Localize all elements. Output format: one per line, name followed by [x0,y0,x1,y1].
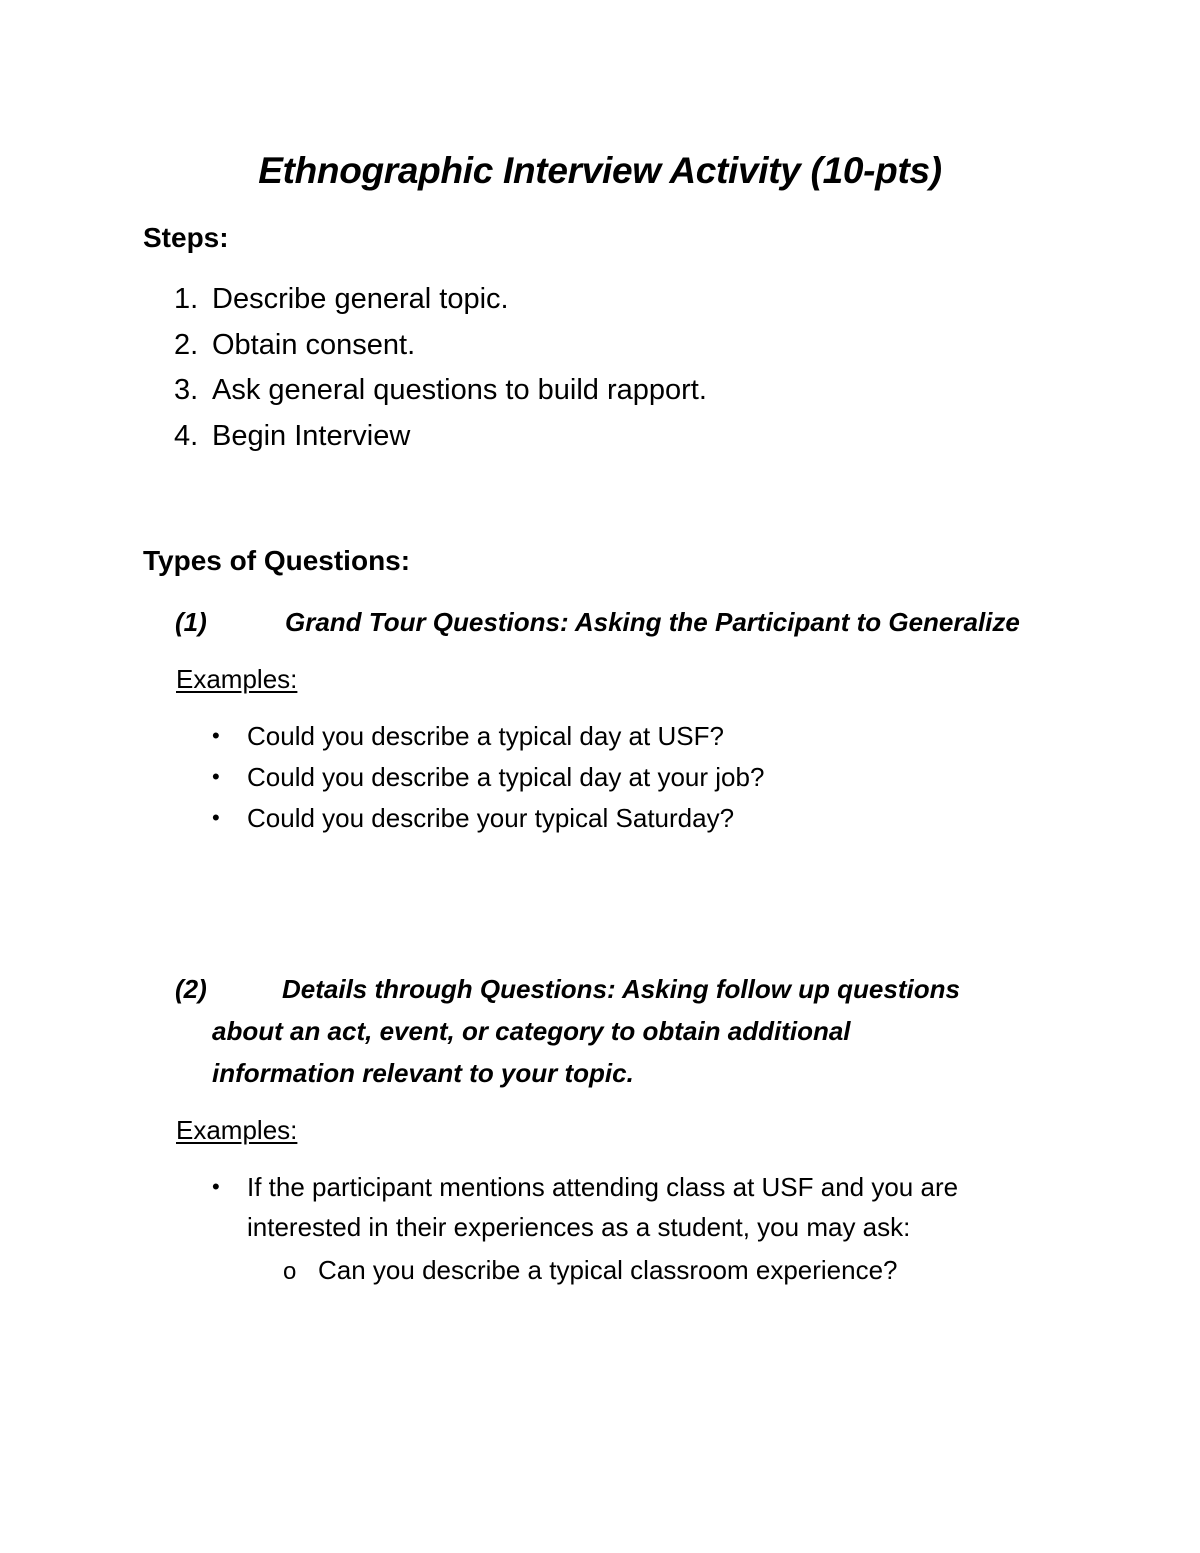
sub-bullet-icon: o [283,1258,297,1285]
page-title: Ethnographic Interview Activity (10-pts) [258,150,942,191]
question-type-title: Grand Tour Questions: Asking the Participant to Generalize [285,607,1020,637]
sub-example-text: Can you describe a typical classroom experience? [318,1255,898,1285]
sub-example-item [283,1255,898,1286]
question-type-title-continued: information relevant to your topic. [212,1058,634,1088]
example-text: If the participant mentions attending class at USF and you are [247,1172,959,1202]
step-text: Obtain consent. [212,329,416,361]
step-text: Ask general questions to build rapport. [212,374,707,406]
step-number: 2. [174,329,199,361]
question-type-number: (1) [175,607,207,637]
example-text: Could you describe a typical day at USF? [247,721,724,751]
example-item [212,721,724,752]
question-type-heading [175,974,960,1005]
question-type-title: Details through Questions: Asking follow up questions [282,974,960,1004]
step-item [174,420,410,453]
example-item [212,803,734,834]
question-type-title-continued: about an act, event, or category to obtain additional [212,1016,851,1046]
types-heading: Types of Questions: [143,545,411,576]
step-number: 3. [174,374,199,406]
example-text: Could you describe your typical Saturday? [247,803,735,833]
bullet-icon: • [212,1174,220,1199]
examples-label: Examples: [176,1115,298,1145]
step-number: 1. [174,283,199,315]
examples-label: Examples: [176,664,298,694]
bullet-icon: • [212,723,220,748]
example-text-continued: interested in their experiences as a student, you may ask: [247,1212,911,1242]
example-item [212,762,764,793]
example-text: Could you describe a typical day at your job? [247,762,765,792]
step-item [174,374,707,407]
step-text: Describe general topic. [212,283,509,315]
step-number: 4. [174,420,199,452]
step-item [174,283,509,316]
step-text: Begin Interview [212,420,411,452]
bullet-icon: • [212,764,220,789]
question-type-number: (2) [175,974,207,1004]
steps-heading: Steps: [143,222,229,253]
question-type-heading [175,607,1020,638]
step-item [174,329,415,362]
example-item [212,1172,958,1203]
bullet-icon: • [212,805,220,830]
